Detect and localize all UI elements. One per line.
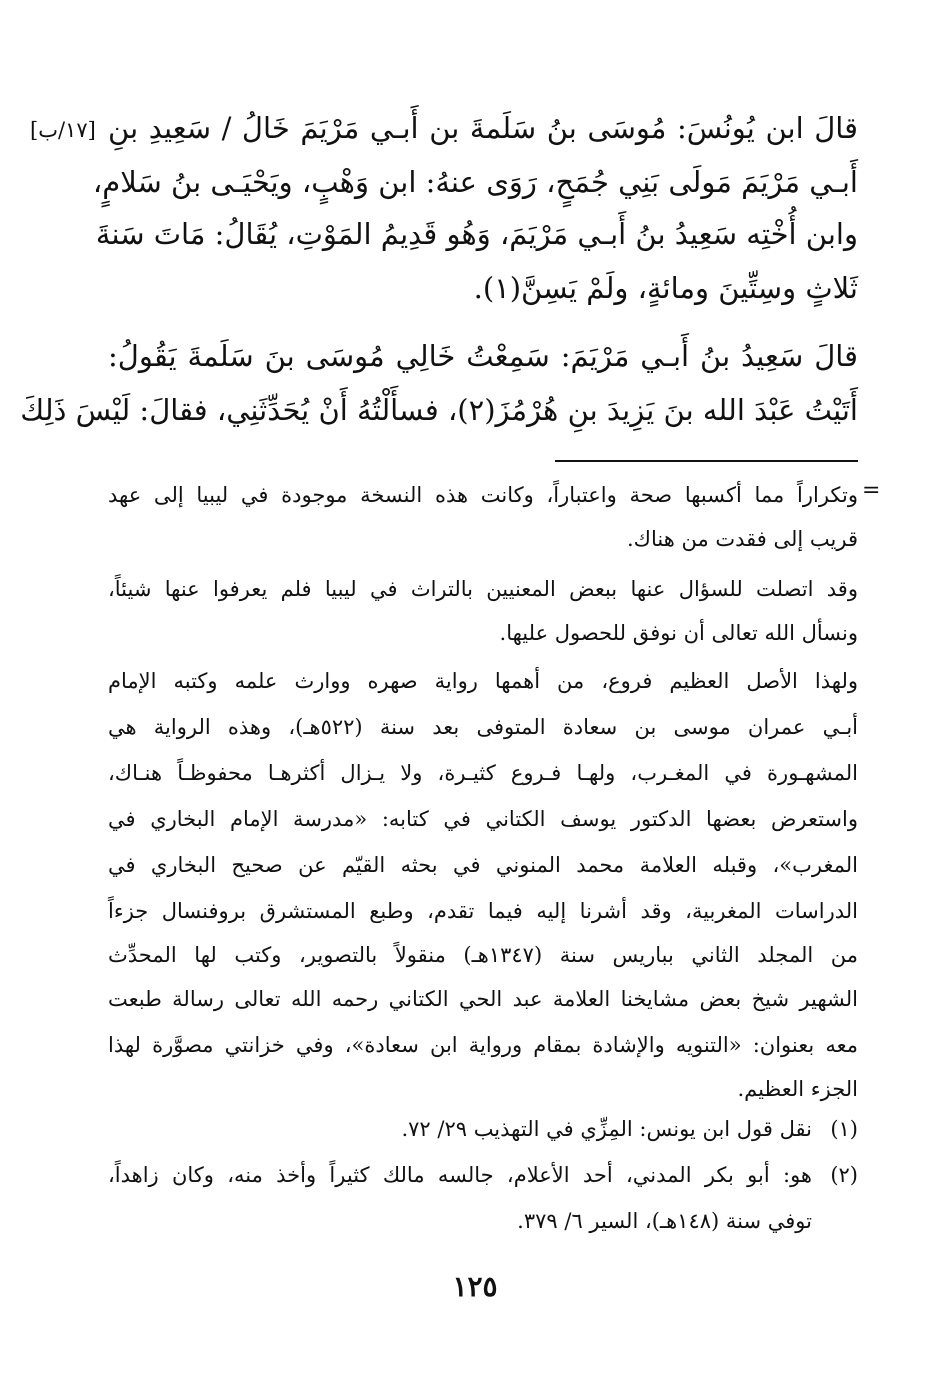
footnote-number: (٢) [830,1163,858,1187]
main-text-line: قالَ سَعِيدُ بنُ أَبـي مَرْيَمَ: سَمِعْتُ خَالِي مُوسَى بنَ سَلَمةَ يَقُولُ: [108,339,858,373]
footnote-line: واستعرض بعضها الدكتور يوسف الكتاني في كتابه: «مدرسة الإمام البخاري في [108,807,858,831]
main-text-line: وابن أُخْتِه سَعِيدُ بنُ أَبـي مَرْيَمَ، وَهُو قَدِيمُ المَوْتِ، يُقَالُ: مَاتَ سَنةَ [95,217,858,251]
footnote-line: وتكراراً مما أكسبها صحة واعتباراً، وكانت هذه النسخة موجودة في ليبيا إلى عهد [108,483,858,507]
footnote-number: (١) [830,1117,858,1141]
footnote-line: نقل قول ابن يونس: المِزِّي في التهذيب ٢٩/ ٧٢. [401,1117,812,1141]
margin-folio-reference: [١٧/ب] [30,118,96,142]
main-text-line: ثَلاثٍ وسِتِّينَ ومائةٍ، ولَمْ يَسِنَّ(١). [473,271,858,305]
footnote-line: ونسأل الله تعالى أن نوفق للحصول عليها. [499,621,858,645]
footnote-line: الشهير شيخ بعض مشايخنا العلامة عبد الحي الكتاني رحمه الله تعالى رسالة طبعت [108,987,858,1011]
footnote-line: معه بعنوان: «التنويه والإشادة بمقام ورواية ابن سعادة»، وفي خزانتي مصوَّرة لهذا [108,1033,858,1057]
continuation-mark: = [862,478,881,503]
footnote-line: هو: أبو بكر المدني، أحد الأعلام، جالسه مالك كثيراً وأخذ منه، وكان زاهداً، [108,1163,812,1187]
footnote-separator [555,460,858,462]
footnote-line: قريب إلى فقدت من هناك. [626,527,858,551]
main-text-line: أَتَيْتُ عَبْدَ الله بنَ يَزِيدَ بنِ هُرْمُزَ(٢)، فسأَلْتُهُ أَنْ يُحَدِّثَنِي، فقالَ: لَيْسَ ذَلِكَ [20,393,858,427]
footnote-line: وقد اتصلت للسؤال عنها ببعض المعنيين بالتراث في ليبيا فلم يعرفوا عنها شيئاً، [108,577,858,601]
footnote-line: أبـي عمران موسى بن سعادة المتوفى بعد سنة (٥٢٢هـ)، وهذه الرواية هي [108,715,858,739]
footnote-line: الجزء العظيم. [737,1077,858,1101]
footnote-line: المشهـورة في المغـرب، ولهـا فـروع كثيـرة، ولا يـزال أكثرهـا محفوظـاً هنـاك، [108,761,858,785]
footnote-line: الدراسات المغربية، وقد أشرنا إليه فيما تقدم، وطبع المستشرق بروفنسال جزءاً [108,899,858,923]
page-number: ١٢٥ [452,1270,498,1303]
footnote-line: توفي سنة (١٤٨هـ)، السير ٦/ ٣٧٩. [517,1209,812,1233]
footnote-line: ولهذا الأصل العظيم فروع، من أهمها رواية صهره ووارث علمه وكتبه الإمام [108,669,858,693]
footnote-line: المغرب»، وقبله العلامة محمد المنوني في بحثه القيّم عن صحيح البخاري في [108,853,858,877]
main-text-line: قالَ ابن يُونُسَ: مُوسَى بنُ سَلَمةَ بن أَبـي مَرْيَمَ خَالُ / سَعِيدِ بنِ [108,111,858,145]
main-text-line: أَبـي مَرْيَمَ مَولَى بَنِي جُمَحٍ، رَوَى عنهُ: ابن وَهْبٍ، ويَحْيَـى بنُ سَلامٍ، [92,165,858,199]
footnote-line: من المجلد الثاني بباريس سنة (١٣٤٧هـ) منقولاً بالتصوير، وكتب لها المحدِّث [108,943,858,967]
